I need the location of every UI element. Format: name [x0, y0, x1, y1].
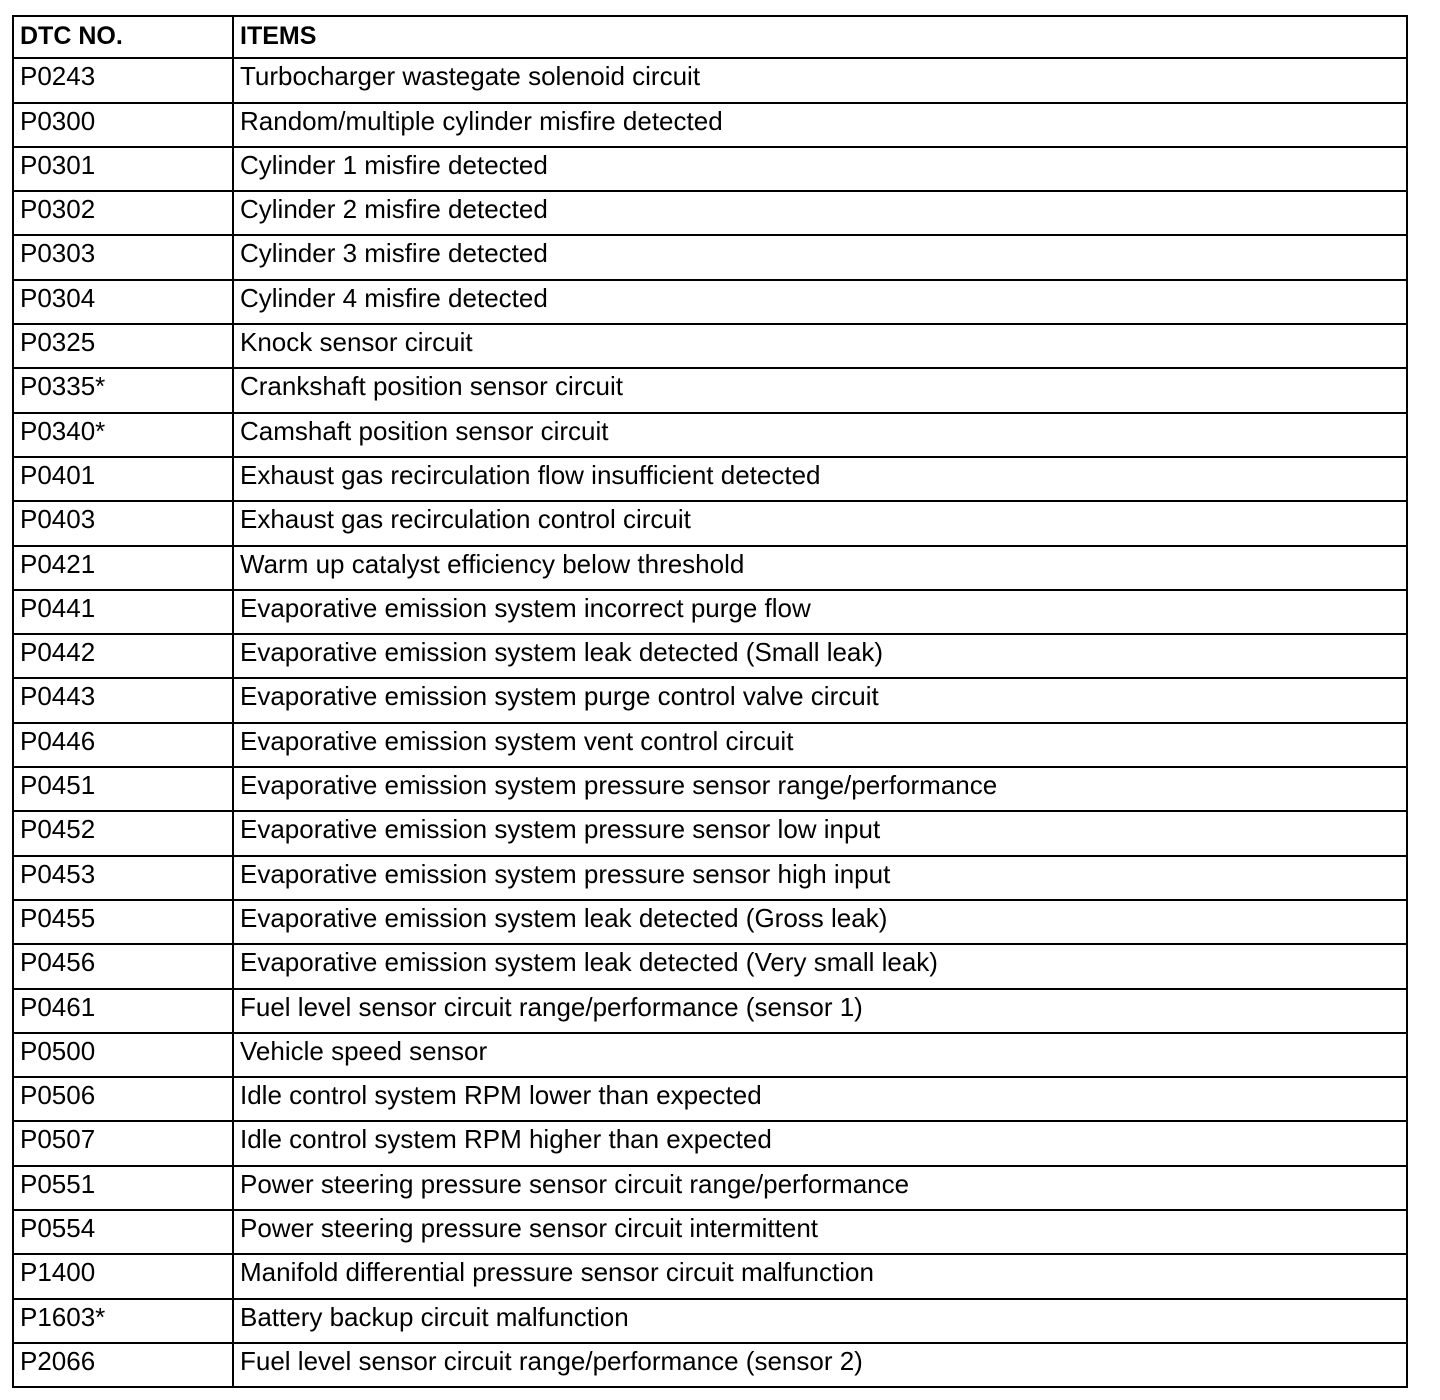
header-dtc-no: DTC NO. — [13, 16, 233, 58]
dtc-item-cell: Evaporative emission system pressure sensor range/performance — [233, 767, 1407, 811]
table-row — [13, 1210, 1407, 1254]
header-items: ITEMS — [233, 16, 1407, 58]
dtc-item-cell: Manifold differential pressure sensor circuit malfunction — [233, 1254, 1407, 1298]
dtc-item-cell: Evaporative emission system pressure sensor low input — [233, 811, 1407, 855]
table-row — [13, 856, 1407, 900]
dtc-code-cell: P0401 — [13, 457, 233, 501]
table-row — [13, 1077, 1407, 1121]
dtc-code-cell: P0302 — [13, 191, 233, 235]
dtc-code-cell: P0335* — [13, 368, 233, 412]
table-row — [13, 191, 1407, 235]
table-row — [13, 103, 1407, 147]
dtc-code-cell: P0456 — [13, 944, 233, 988]
table-row — [13, 634, 1407, 678]
table-row — [13, 590, 1407, 634]
dtc-code-cell: P0340* — [13, 413, 233, 457]
dtc-code-cell: P0453 — [13, 856, 233, 900]
dtc-code-cell: P1603* — [13, 1299, 233, 1343]
dtc-code-cell: P0243 — [13, 58, 233, 102]
table-row — [13, 678, 1407, 722]
dtc-item-cell: Idle control system RPM lower than expected — [233, 1077, 1407, 1121]
dtc-item-cell: Fuel level sensor circuit range/performance (sensor 1) — [233, 989, 1407, 1033]
dtc-code-cell: P0442 — [13, 634, 233, 678]
dtc-code-cell: P0304 — [13, 280, 233, 324]
dtc-item-cell: Random/multiple cylinder misfire detected — [233, 103, 1407, 147]
dtc-code-cell: P0554 — [13, 1210, 233, 1254]
dtc-item-cell: Power steering pressure sensor circuit intermittent — [233, 1210, 1407, 1254]
dtc-item-cell: Evaporative emission system pressure sensor high input — [233, 856, 1407, 900]
dtc-item-cell: Cylinder 4 misfire detected — [233, 280, 1407, 324]
dtc-item-cell: Cylinder 2 misfire detected — [233, 191, 1407, 235]
dtc-item-cell: Cylinder 1 misfire detected — [233, 147, 1407, 191]
table-header — [13, 16, 1407, 58]
dtc-code-cell: P0446 — [13, 723, 233, 767]
table-row — [13, 989, 1407, 1033]
table-row — [13, 944, 1407, 988]
dtc-code-cell: P0301 — [13, 147, 233, 191]
dtc-item-cell: Battery backup circuit malfunction — [233, 1299, 1407, 1343]
dtc-code-cell: P1400 — [13, 1254, 233, 1298]
dtc-item-cell: Crankshaft position sensor circuit — [233, 368, 1407, 412]
dtc-code-cell: P0506 — [13, 1077, 233, 1121]
dtc-item-cell: Turbocharger wastegate solenoid circuit — [233, 58, 1407, 102]
dtc-item-cell: Knock sensor circuit — [233, 324, 1407, 368]
table-row — [13, 1166, 1407, 1210]
table-row — [13, 324, 1407, 368]
dtc-item-cell: Evaporative emission system leak detected (Very small leak) — [233, 944, 1407, 988]
table-row — [13, 1299, 1407, 1343]
dtc-code-cell: P0452 — [13, 811, 233, 855]
dtc-code-cell: P0421 — [13, 546, 233, 590]
table-row — [13, 235, 1407, 279]
table-body — [13, 58, 1407, 1387]
table-row — [13, 1343, 1407, 1387]
dtc-item-cell: Evaporative emission system incorrect purge flow — [233, 590, 1407, 634]
header-row — [13, 16, 1407, 58]
table-row — [13, 1121, 1407, 1165]
dtc-code-cell: P2066 — [13, 1343, 233, 1387]
table-row — [13, 368, 1407, 412]
table-row — [13, 900, 1407, 944]
table-row — [13, 280, 1407, 324]
dtc-item-cell: Exhaust gas recirculation control circuit — [233, 501, 1407, 545]
dtc-item-cell: Evaporative emission system leak detected (Small leak) — [233, 634, 1407, 678]
dtc-item-cell: Idle control system RPM higher than expected — [233, 1121, 1407, 1165]
dtc-code-cell: P0500 — [13, 1033, 233, 1077]
table-row — [13, 1254, 1407, 1298]
dtc-code-cell: P0303 — [13, 235, 233, 279]
dtc-code-cell: P0451 — [13, 767, 233, 811]
table-row — [13, 546, 1407, 590]
table-row — [13, 58, 1407, 102]
table-row — [13, 457, 1407, 501]
dtc-item-cell: Cylinder 3 misfire detected — [233, 235, 1407, 279]
dtc-item-cell: Camshaft position sensor circuit — [233, 413, 1407, 457]
dtc-code-cell: P0507 — [13, 1121, 233, 1165]
dtc-item-cell: Evaporative emission system vent control circuit — [233, 723, 1407, 767]
dtc-item-cell: Warm up catalyst efficiency below threshold — [233, 546, 1407, 590]
table-row — [13, 501, 1407, 545]
table-row — [13, 723, 1407, 767]
dtc-code-cell: P0443 — [13, 678, 233, 722]
dtc-item-cell: Fuel level sensor circuit range/performance (sensor 2) — [233, 1343, 1407, 1387]
dtc-code-cell: P0455 — [13, 900, 233, 944]
table-row — [13, 1033, 1407, 1077]
dtc-item-cell: Exhaust gas recirculation flow insufficient detected — [233, 457, 1407, 501]
dtc-code-cell: P0461 — [13, 989, 233, 1033]
dtc-code-cell: P0325 — [13, 324, 233, 368]
dtc-item-cell: Evaporative emission system leak detected (Gross leak) — [233, 900, 1407, 944]
table-row — [13, 811, 1407, 855]
dtc-code-cell: P0300 — [13, 103, 233, 147]
dtc-table — [12, 15, 1408, 1388]
dtc-item-cell: Power steering pressure sensor circuit range/performance — [233, 1166, 1407, 1210]
dtc-code-cell: P0403 — [13, 501, 233, 545]
dtc-code-cell: P0551 — [13, 1166, 233, 1210]
table-row — [13, 147, 1407, 191]
table-row — [13, 413, 1407, 457]
dtc-item-cell: Evaporative emission system purge control valve circuit — [233, 678, 1407, 722]
dtc-item-cell: Vehicle speed sensor — [233, 1033, 1407, 1077]
table-row — [13, 767, 1407, 811]
dtc-code-cell: P0441 — [13, 590, 233, 634]
